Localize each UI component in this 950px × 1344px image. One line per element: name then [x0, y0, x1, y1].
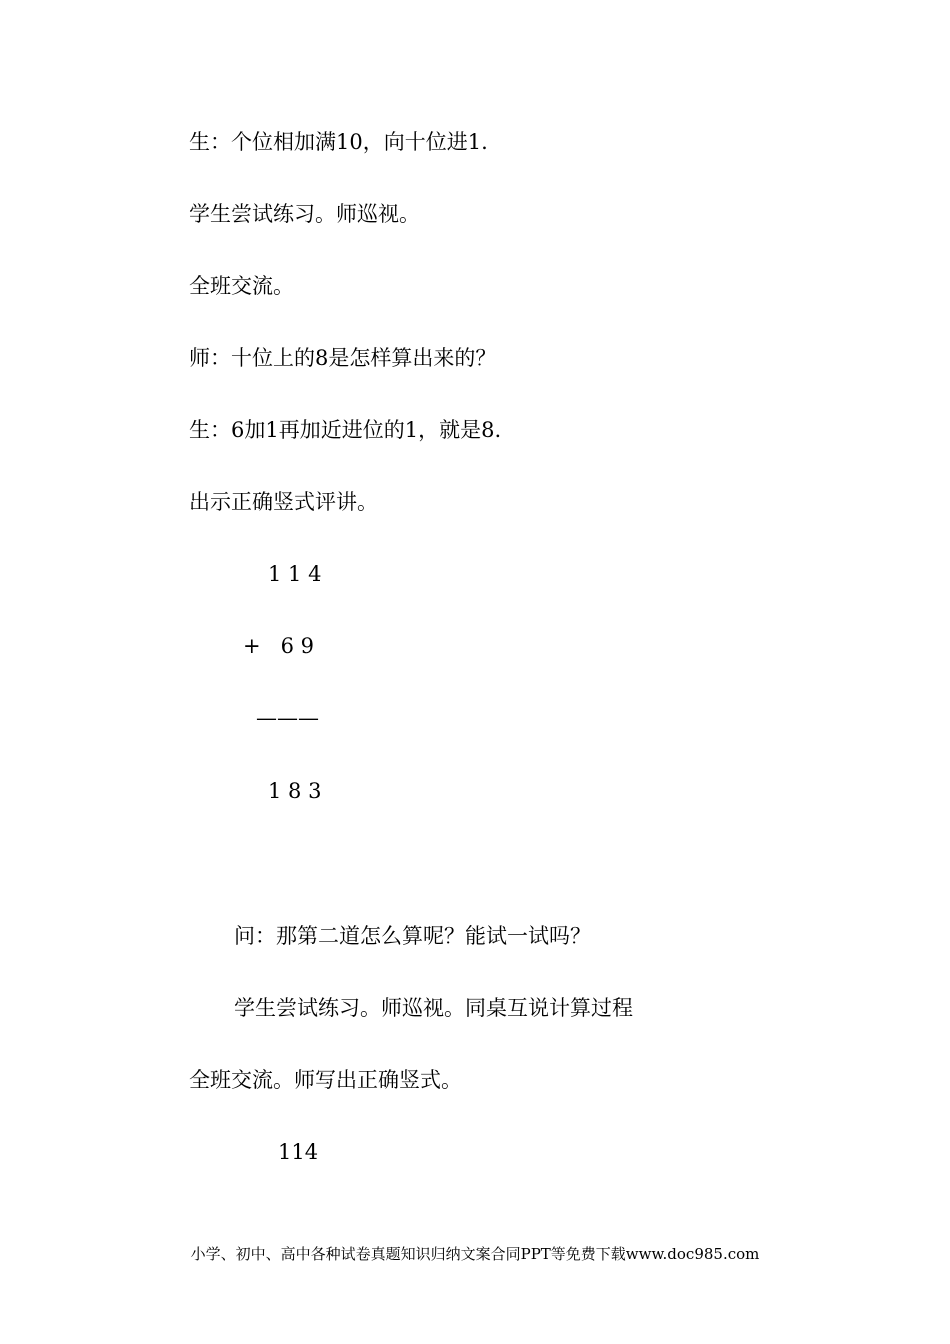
paragraph-student-answer: 生：个位相加满10，向十位进1. — [189, 130, 488, 154]
paragraph-second-question: 问：那第二道怎么算呢？能试一试吗？ — [234, 924, 591, 948]
equation-rule: ——— — [256, 706, 319, 730]
equation-addend-1: 1 1 4 — [268, 562, 322, 586]
paragraph-student-explanation: 生：6加1再加近进位的1，就是8. — [189, 418, 502, 442]
paragraph-practice: 学生尝试练习。师巡视。 — [189, 202, 420, 226]
paragraph-show-formula: 出示正确竖式评讲。 — [189, 490, 378, 514]
equation-result: 1 8 3 — [268, 779, 322, 803]
page-footer: 小学、初中、高中各种试卷真题知识归纳文案合同PPT等免费下载www.doc985.com — [190, 1245, 760, 1263]
equation-second-addend-1: 114 — [278, 1140, 319, 1164]
paragraph-class-exchange: 全班交流。 — [189, 274, 294, 298]
paragraph-second-exchange: 全班交流。师写出正确竖式。 — [189, 1068, 462, 1092]
equation-addend-2: + 6 9 — [243, 634, 315, 658]
paragraph-second-practice: 学生尝试练习。师巡视。同桌互说计算过程 — [234, 996, 633, 1020]
paragraph-teacher-question: 师：十位上的8是怎样算出来的？ — [189, 346, 497, 370]
